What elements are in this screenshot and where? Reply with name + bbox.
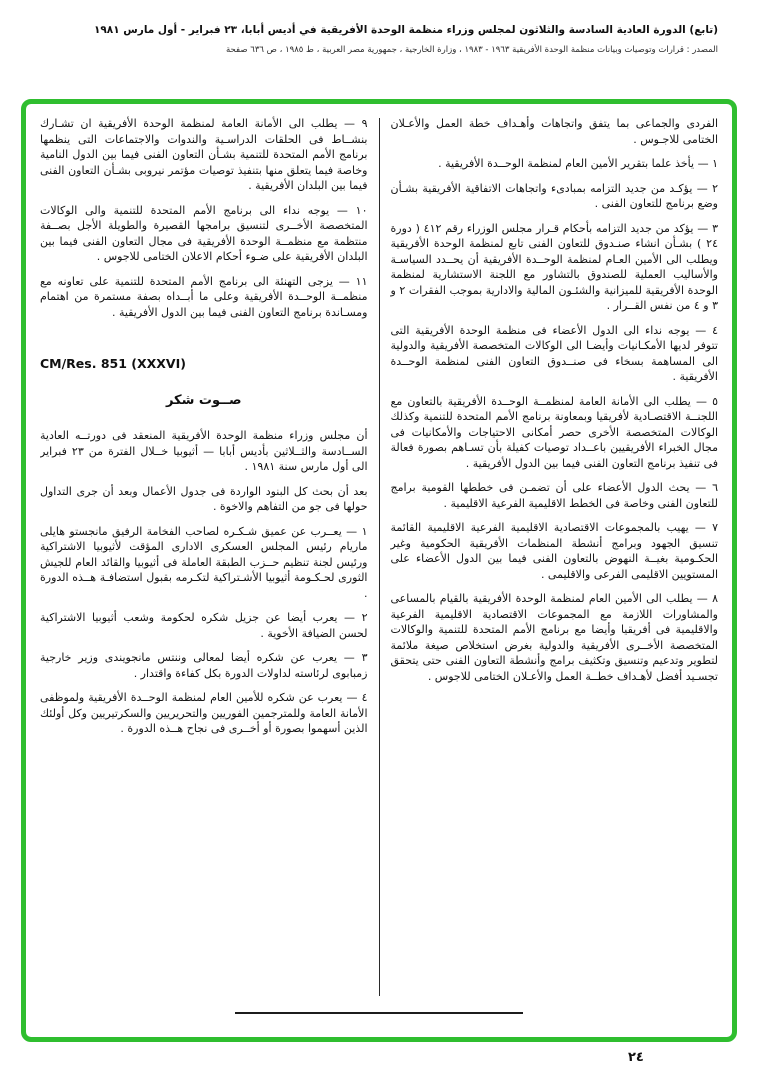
paragraph: ٤ — يعرب عن شكره للأمين العام لمنظمة الوحــدة الأفريقية ولموظفى الأمانة العامة وللمترجمين الفوريين والتحريريين والسكرتيريين وكل أولئك الذين أسهموا بصورة أو أخــرى فى نجاح هــذه الدورة .	[40, 691, 368, 735]
section-heading: صــوت شكر	[165, 393, 242, 408]
paragraph: ١ — يأخذ علما بتقرير الأمين العام لمنظمة الوحــدة الأفريقية .	[438, 157, 718, 170]
right-column	[381, 116, 719, 1002]
page-number: ٢٤	[628, 1050, 644, 1065]
header-title: (تابع) الدورة العادية السادسة والثلاثون لمجلس وزراء منظمة الوحدة الأفريقية في أديس أبابا، ٢٣ فبراير - أول مارس ١٩٨١	[93, 24, 718, 36]
paragraph: ٤ — يوجه نداء الى الدول الأعضاء فى منظمة الوحدة الأفريقية التى تتوفر لديها الأمكـانيات وأيضـا الى الوكالات المتخصصة الأفريقية والدولية الى المساهمة بسخاء فى صنــدوق التعاون الفنى لمنظمة الوحــدة الأفريقية .	[390, 323, 718, 383]
column-divider	[379, 118, 380, 996]
paragraph: ٣ — يؤكد من جديد التزامه بأحكام قـرار مجلس الوزراء رقم ٤١٢ ( دورة ٢٤ ) بشـأن انشاء صنـدوق للتعاون الفنى تابع لمنظمة الوحدة الأفريقية ويطلب الى الأمين العـام لمنظمة الوحــدة الأفريقية أن يحــدد السياسـة والأساليب العملية للصندوق بالتشاور مع اللجنة الاستشارية لمنظمة الوحدة الأفريقية للميزانية والشئـون المالية والادارية بموجب الفقرات ٢ و ٣ و ٤ من نفس القــرار .	[390, 221, 718, 312]
paragraph: ٥ — يطلب الى الأمانة العامة لمنظمــة الوحــدة الأفريقية بالتعاون مع اللجنــة الاقتصـادية لأفريقيا وبمعاونة برنامج الأمم المتحدة للتنمية وكذلك الوكالات المتخصصة الأخرى حصر أمكانى الاحتياجات والأمكانيات فى مجال الخبراء الأفريقيين باعــداد توصيات كفيلة بأن تسـاهم بصورة فعالة فى تنفيذ برنامج التعاون الفنى فيما بين الدول الأفريقية .	[390, 394, 718, 470]
paragraph: ٧ — يهيب بالمجموعات الاقتصادية الاقليمية الفرعية الاقليمية القائمة تنسيق الجهود وبرامج أنشطة المنظمات الأفريقية الحكومية وغير الحكـومية بغيــة النهوض بالتعاون الفنى فيما بين الدول الأعضاء على المستويين الاقليمى الفرعى والاقليمى .	[390, 521, 718, 581]
left-column	[40, 116, 378, 1002]
page-header	[40, 22, 718, 55]
paragraph: ٨ — يطلب الى الأمين العام لمنظمة الوحدة الأفريقية بالقيام بالمساعى والمشاورات اللازمة مع المجموعات الاقتصادية الاقليمية الفرعية والاقليمية فى أفريقيا وأيضا مع برنامج الأمم المتحدة للتنمية والوكالات المتخصصة الأخــرى الأفريقية والدولية بغرض استخلاص صيغة ملائمة لتطوير وتدعيم وتنسيق وتكثيف برامج وأنشطة التعاون الفنى حتى يتحقق تجسـيد أفضل لأهـداف خطــة العمل والأعـلان الختامى للاجوس .	[390, 592, 718, 683]
paragraph: الفردى والجماعى بما يتفق واتجاهات وأهـداف خطة العمل والأعـلان الختامى للاجـوس .	[390, 117, 718, 146]
left-column-bottom-paragraphs	[40, 428, 368, 737]
paragraph: بعد أن بحث كل البنود الواردة فى جدول الأعمال وبعد أن جرى التداول حولها فى جو من التفاهم والاخوة .	[40, 484, 368, 513]
footnote-rule	[235, 1012, 523, 1014]
header-source-line: المصدر : قرارات وتوصيات وبيانات منظمة الوحدة الأفريقية ١٩٦٣ - ١٩٨٣ ، وزارة الخارجية ، جمهورية مصر العربية ، ط ١٩٨٥ ، ص ٦٣٦ صفحة	[225, 44, 718, 55]
paragraph: ٢ — يعرب أيضا عن جزيل شكره لحكومة وشعب أثيوبيا الاشتراكية لحسن الضيافة الأخوية .	[40, 611, 368, 640]
paragraph: ٩ — يطلب الى الأمانة العامة لمنظمة الوحدة الأفريقية ان تشـارك بنشــاط فى الحلقات الدراسـية والندوات والاجتماعات التى ينظمها برنامج الأمم المتحدة للتنمية بشـأن التعاون الفنى فيما بين الدول النامية وخاصة فيما يتعلق منها بتنفيذ توصيات مؤتمر نيروبى بشـأن التعاون الفنى فيما بين البلدان الأفريقية .	[40, 117, 368, 192]
paragraph: ١١ — يزجى التهنئة الى برنامج الأمم المتحدة للتنمية على تعاونه مع منظمــة الوحــدة الأفريقية وعلى ما أبــداه بصفة مستمرة من اهتمام ومسـاندة برنامج التعاون الفنى فيما بين الدول الأفريقية .	[40, 274, 368, 319]
paragraph: أن مجلس وزراء منظمة الوحدة الأفريقية المنعقد فى دورتــه العادية الســادسة والثــلاثين بأديس أبابا — أثيوبيا خــلال الفترة من ٢٣ فبراير الى أول مارس سنة ١٩٨١ .	[40, 429, 368, 473]
content-frame	[21, 99, 737, 1042]
resolution-code: CM/Res. 851 (XXXVI)	[40, 356, 186, 371]
paragraph: ١٠ — يوجه نداء الى برنامج الأمم المتحدة للتنمية والى الوكالات المتخصصة الأخــرى لتنسيق برامجها القصيرة والطويلة الأجل بصــفة منتظمة مع منظمــة الوحدة الأفريقية فى مجال التعاون الفنى فيما بين البلدان الأفريقية على ضـوء أحكام الاعلان الختامى للاجوس .	[40, 203, 368, 263]
right-column-paragraphs	[391, 116, 719, 684]
paragraph: ٢ — يؤكـد من جديد التزامه بمبادىء واتجاهات الاتفاقية الأفريقية بشـأن وضع برنامج للتعاون الفنى .	[390, 181, 718, 210]
paragraph: ٣ — يعرب عن شكره أيضا لمعالى وننتس مانجويندى وزير خارجية زمبابوى لرئاسته لداولات الدورة بكل كفاءة واقتدار .	[40, 651, 368, 680]
paragraph: ٦ — يحث الدول الأعضاء على أن تضمـن فى خططها القومية برامج للتعاون الفنى وخاصة فى الخطط الاقليمية الفرعية الاقليمية .	[390, 481, 718, 510]
text-columns	[40, 116, 718, 1002]
left-column-top-paragraphs	[40, 116, 368, 320]
paragraph: ١ — يعــرب عن عميق شـكـره لصاحب الفخامة الرفيق مانجستو هايلى ماريام رئيس المجلس العسكرى الادارى المؤقت لأثيوبيا الاشتراكية ورئيس لجنة تنظيم حــزب الطبقة العاملة فى أثيوبيا والقائد العام للجيش الثورى لحـكـومة أثيوبيا الأشـتراكية لتكـرمه بقبول استضافـة هــذه الدورة .	[40, 524, 368, 600]
